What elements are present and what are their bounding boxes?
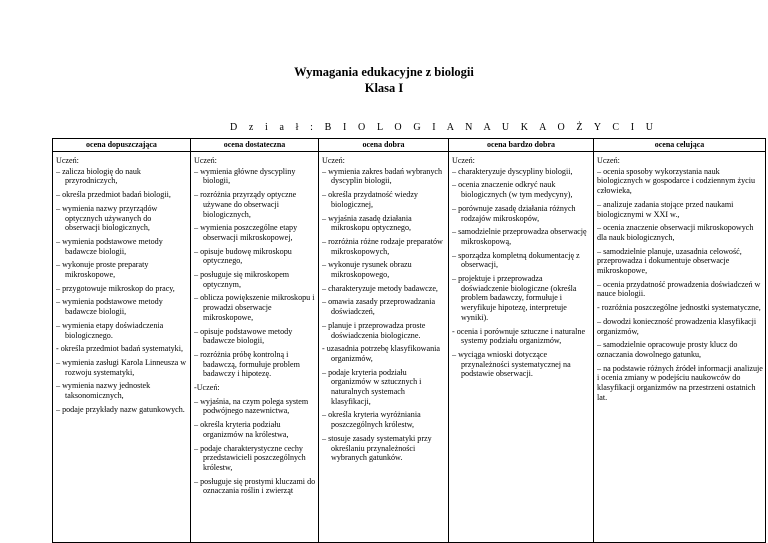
requirement-item: – określa przydatność wiedzy biologicznej,	[322, 190, 418, 209]
cell-content	[597, 156, 763, 542]
requirement-item: – wyjaśnia zasadę działania mikroskopu optycznego,	[322, 213, 412, 233]
requirement-item: – wymienia nazwy przyrządów optycznych używanych do obserwacji biologicznych,	[56, 203, 158, 233]
requirement-item: – rozróżnia próbę kontrolną i badawczą, formułuje problem badawczy i hipotezę.	[194, 349, 300, 379]
student-label: Uczeń:	[597, 156, 620, 165]
header-grade-5: ocena bardzo dobra	[449, 139, 594, 152]
requirement-item: – samodzielnie planuje, uzasadnia celowość, przeprowadza i dokumentuje obserwacje mikroskopowe,	[597, 246, 742, 276]
requirement-item: -Uczeń:	[194, 383, 220, 393]
requirement-item: - ocenia i porównuje sztuczne i naturalne systemy podziału organizmów,	[452, 326, 586, 346]
requirement-item: – oblicza powiększenie mikroskopu i prowadzi obserwacje mikroskopowe,	[194, 293, 315, 322]
requirement-item: – wykonuje rysunek obrazu mikroskopowego,	[322, 260, 412, 280]
table-row	[53, 152, 766, 543]
requirement-item: – wyciąga wnioski dotyczące przynależności systematycznej na podstawie obserwacji.	[452, 349, 571, 379]
requirement-item: – wymienia zakres badań wybranych dyscyplin biologii,	[322, 166, 443, 186]
document-subtitle: Klasa I	[364, 81, 404, 95]
section-heading: D z i a ł : B I O L O G I A N A U K A O Ż Y C I U	[230, 122, 658, 133]
requirement-item: – wymienia podstawowe metody badawcze biologii,	[56, 297, 163, 317]
requirements-table	[52, 138, 766, 543]
requirement-item: – charakteryzuje metody badawcze,	[322, 283, 438, 293]
requirement-item: – planuje i przeprowadza proste doświadczenia biologiczne.	[322, 320, 426, 340]
requirement-item: – zalicza biologię do nauk przyrodniczych,	[56, 166, 141, 186]
cell-content	[56, 156, 188, 542]
requirement-item: – określa kryteria wyróżniania poszczególnych królestw,	[322, 410, 421, 430]
header-grade-6: ocena celująca	[594, 139, 766, 152]
requirement-item: – przygotowuje mikroskop do pracy,	[56, 283, 175, 293]
requirement-item: – opisuje podstawowe metody badawcze biologii,	[194, 326, 293, 346]
header-grade-3: ocena dostateczna	[191, 139, 319, 152]
requirement-item: – projektuje i przeprowadza doświadczenie biologiczne (określa problem badawczy, formułuje i weryfikuje hipotezę, interpretuje wyniki).	[452, 274, 577, 322]
requirement-item: - określa przedmiot badań systematyki,	[56, 344, 183, 354]
requirement-item: - uzasadnia potrzebę klasyfikowania organizmów,	[322, 344, 440, 363]
requirement-item: – charakteryzuje dyscypliny biologii,	[452, 166, 573, 176]
column-cell	[594, 152, 766, 543]
requirement-item: – określa przedmiot badań biologii,	[56, 190, 171, 200]
requirement-item: – wymienia etapy doświadczenia biologicznego.	[56, 320, 164, 340]
cell-content	[194, 156, 316, 542]
column-cell	[191, 152, 319, 543]
requirement-item: – samodzielnie przeprowadza obserwację mikroskopową,	[452, 227, 587, 246]
requirement-item: - rozróżnia poszczególne jednostki systematyczne,	[597, 303, 761, 313]
requirement-item: – ocenia znaczenie obserwacji mikroskopowych dla nauk biologicznych,	[597, 223, 754, 242]
requirement-item: – posługuje się mikroskopem optycznym,	[194, 270, 290, 289]
column-cell	[53, 152, 191, 543]
requirement-item: – wymienia główne dyscypliny biologii,	[194, 166, 296, 186]
document-title: Wymagania edukacyjne z biologii	[294, 65, 474, 79]
requirement-item: – ocenia znaczenie odkryć nauk biologicznych (w tym medycyny),	[452, 180, 573, 200]
requirement-item: – podaje przykłady nazw gatunkowych.	[56, 404, 185, 414]
header-grade-4: ocena dobra	[319, 139, 449, 152]
student-label: Uczeń:	[56, 156, 79, 165]
student-label: Uczeń:	[194, 156, 217, 165]
requirement-item: – wymienia podstawowe metody badawcze biologii,	[56, 236, 163, 256]
requirement-item: – wykonuje proste preparaty mikroskopowe,	[56, 260, 149, 280]
requirement-item: – ocenia sposoby wykorzystania nauk biologicznych w gospodarce i codziennym życiu człowieka,	[597, 166, 756, 196]
requirement-item: – rozróżnia przyrządy optyczne używane do obserwacji biologicznych,	[194, 190, 297, 219]
requirement-item: – rozróżnia różne rodzaje preparatów mikroskopowych,	[322, 236, 443, 256]
column-cell	[319, 152, 449, 543]
requirement-item: – samodzielnie opracowuje prosty klucz do oznaczania dowolnego gatunku,	[597, 340, 738, 359]
requirement-item: – podaje kryteria podziału organizmów w sztucznych i naturalnych systemach klasyfikacji,	[322, 367, 422, 406]
requirement-item: – dowodzi konieczność prowadzenia klasyfikacji organizmów,	[597, 316, 757, 336]
header-grade-2: ocena dopuszczająca	[53, 139, 191, 152]
requirement-item: – wyjaśnia, na czym polega system podwójnego nazewnictwa,	[194, 396, 309, 416]
requirement-item: – omawia zasady przeprowadzania doświadczeń,	[322, 297, 436, 317]
requirement-item: – na podstawie różnych źródeł informacji analizuje i ocenia zmiany w podejściu naukowców do klasyfikacji organizmów na przestrzeni ostatnich lat.	[597, 363, 763, 402]
requirement-item: – wymienia nazwy jednostek taksonomicznych,	[56, 381, 151, 401]
requirement-item: – porównuje zasadę działania różnych rodzajów mikroskopów,	[452, 203, 576, 223]
requirement-item: – wymienia poszczególne etapy obserwacji mikroskopowej,	[194, 223, 298, 242]
requirement-item: – określa kryteria podziału organizmów na królestwa,	[194, 420, 289, 439]
table-header-row	[53, 139, 766, 152]
cell-content	[322, 156, 446, 542]
requirement-item: – analizuje zadania stojące przed naukami biologicznymi w XXI w.,	[597, 199, 734, 219]
requirement-item: – posługuje się prostymi kluczami do oznaczania roślin i zwierząt	[194, 476, 316, 496]
student-label: Uczeń:	[322, 156, 345, 165]
requirement-item: – wymienia zasługi Karola Linneusza w rozwoju systematyki,	[56, 357, 187, 377]
student-label: Uczeń:	[452, 156, 475, 165]
requirement-item: – sporządza kompletną dokumentację z obserwacji,	[452, 250, 580, 270]
cell-content	[452, 156, 591, 542]
requirement-item: – stosuje zasady systematyki przy określaniu przynależności wybranych gatunków.	[322, 433, 432, 463]
column-cell	[449, 152, 594, 543]
requirement-item: – opisuje budowę mikroskopu optycznego,	[194, 246, 292, 266]
requirement-item: – podaje charakterystyczne cechy przedstawicieli poszczególnych królestw,	[194, 443, 306, 472]
requirement-item: – ocenia przydatność prowadzenia doświadczeń w nauce biologii.	[597, 279, 761, 299]
